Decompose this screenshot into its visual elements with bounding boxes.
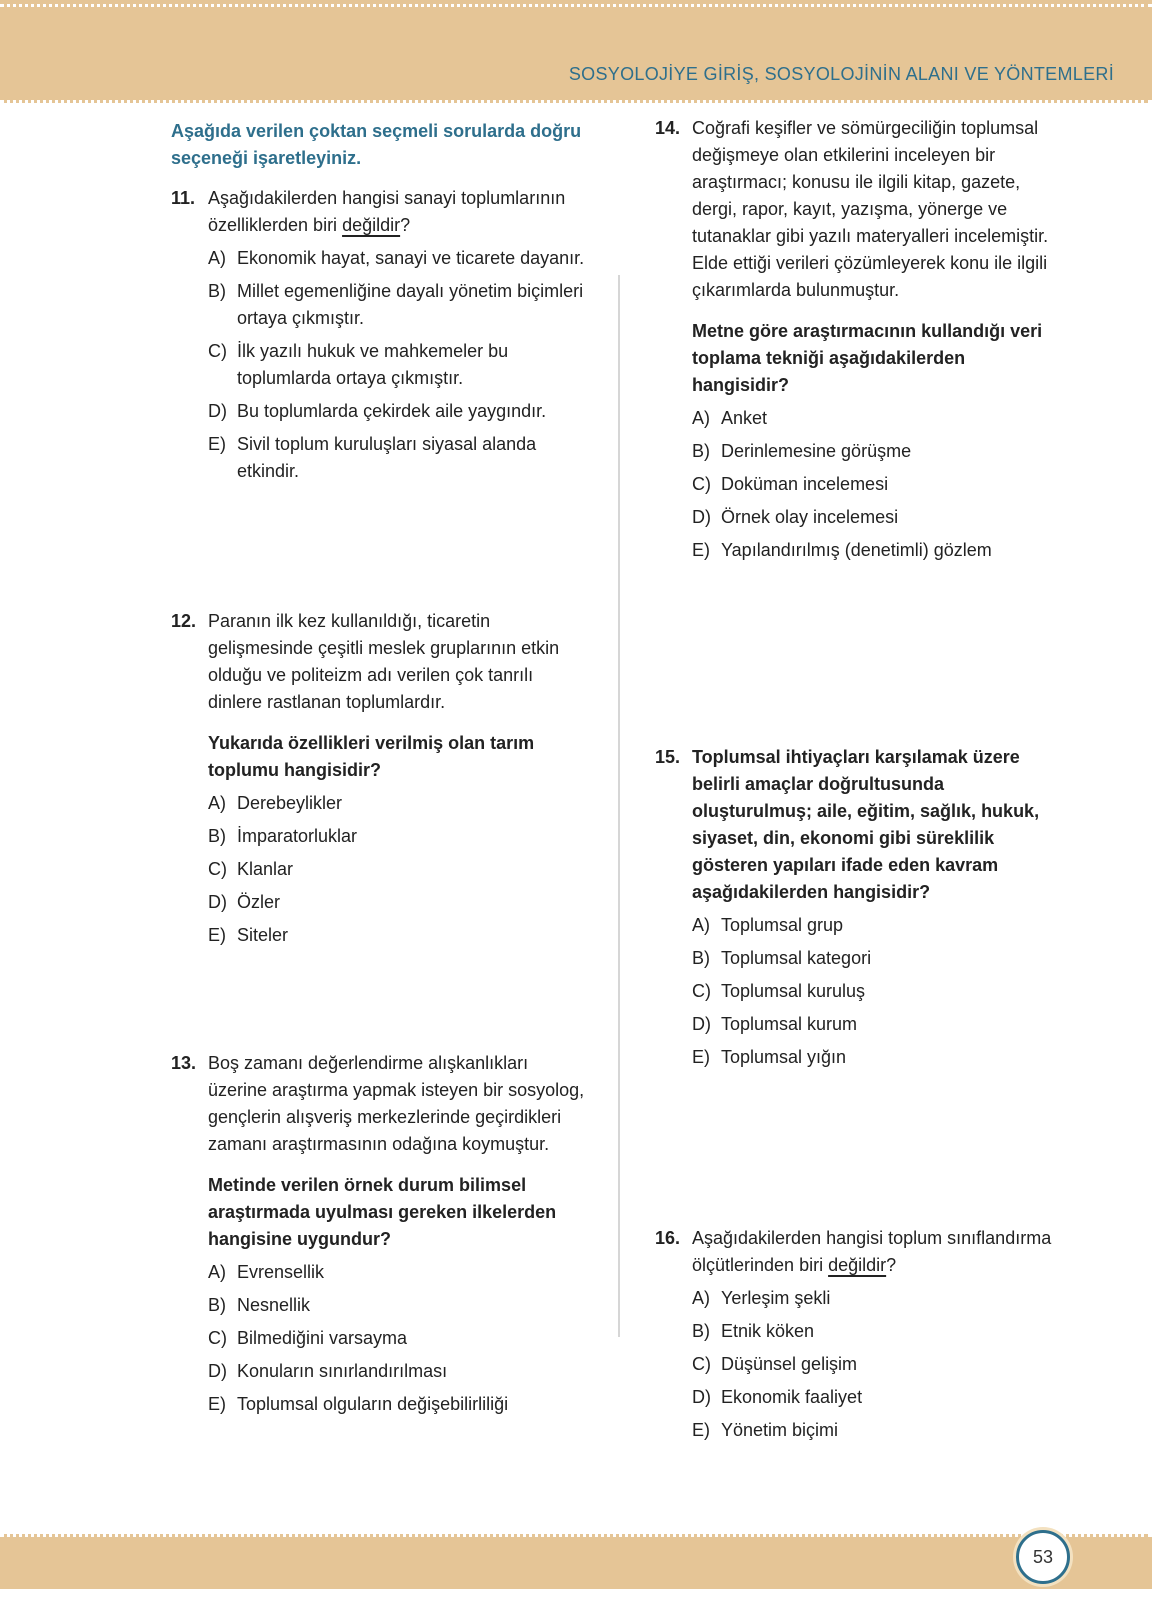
option-text: Konuların sınırlandırılması bbox=[237, 1361, 448, 1381]
question-stem: Aşağıdakilerden hangisi sanayi toplumlarının özelliklerden biri değildir? bbox=[208, 188, 566, 235]
answer-option bbox=[208, 245, 591, 272]
answer-option bbox=[208, 1391, 591, 1418]
option-letter: E) bbox=[692, 1047, 710, 1067]
answer-option bbox=[208, 823, 591, 850]
option-letter: E) bbox=[692, 540, 710, 560]
answer-option bbox=[692, 1285, 1055, 1312]
answer-option bbox=[692, 978, 1055, 1005]
answer-option bbox=[692, 945, 1055, 972]
option-text: Klanlar bbox=[237, 859, 294, 879]
options-list bbox=[208, 1259, 591, 1418]
options-list bbox=[692, 405, 1055, 564]
options-list bbox=[208, 245, 591, 485]
option-text: Millet egemenliğine dayalı yönetim biçimleri ortaya çıkmıştır. bbox=[237, 281, 584, 328]
answer-option bbox=[208, 338, 591, 392]
answer-option bbox=[208, 1259, 591, 1286]
question-16 bbox=[655, 1225, 1055, 1444]
answer-option bbox=[692, 1351, 1055, 1378]
option-letter: A) bbox=[692, 408, 710, 428]
answer-option bbox=[692, 504, 1055, 531]
option-text: Toplumsal kategori bbox=[721, 948, 872, 968]
negation-underline: değildir bbox=[342, 215, 401, 235]
option-text: Düşünsel gelişim bbox=[721, 1354, 858, 1374]
option-letter: B) bbox=[208, 281, 226, 301]
option-text: Toplumsal kurum bbox=[721, 1014, 858, 1034]
question-15 bbox=[655, 744, 1055, 1071]
question-number: 16. bbox=[655, 1228, 681, 1248]
question-number: 13. bbox=[171, 1053, 197, 1073]
option-letter: C) bbox=[208, 1328, 227, 1348]
answer-option bbox=[692, 537, 1055, 564]
options-list bbox=[692, 912, 1055, 1071]
negation-underline: değildir bbox=[828, 1255, 887, 1275]
option-letter: A) bbox=[208, 248, 226, 268]
answer-option bbox=[692, 405, 1055, 432]
option-letter: A) bbox=[692, 1288, 710, 1308]
option-letter: C) bbox=[208, 341, 227, 361]
option-text: Anket bbox=[721, 408, 768, 428]
option-text: Siteler bbox=[237, 925, 289, 945]
option-text: Derinlemesine görüşme bbox=[721, 441, 912, 461]
option-letter: B) bbox=[692, 1321, 710, 1341]
option-letter: D) bbox=[692, 507, 711, 527]
option-text: Yapılandırılmış (denetimli) gözlem bbox=[721, 540, 992, 560]
option-letter: C) bbox=[208, 859, 227, 879]
option-letter: D) bbox=[208, 401, 227, 421]
option-letter: B) bbox=[208, 826, 226, 846]
question-stem: Metne göre araştırmacının kullandığı veri toplama tekniği aşağıdakilerden hangisidir? bbox=[692, 321, 1043, 395]
answer-option bbox=[692, 1011, 1055, 1038]
question-11 bbox=[171, 185, 591, 485]
option-text: Toplumsal kuruluş bbox=[721, 981, 866, 1001]
option-text: Özler bbox=[237, 892, 281, 912]
option-letter: D) bbox=[208, 892, 227, 912]
answer-option bbox=[208, 790, 591, 817]
option-text: Örnek olay incelemesi bbox=[721, 507, 899, 527]
answer-option bbox=[692, 1384, 1055, 1411]
option-letter: E) bbox=[692, 1420, 710, 1440]
option-letter: D) bbox=[692, 1387, 711, 1407]
option-text: Ekonomik hayat, sanayi ve ticarete dayanır. bbox=[237, 248, 585, 268]
options-list bbox=[208, 790, 591, 949]
option-text: İlk yazılı hukuk ve mahkemeler bu toplumlarda ortaya çıkmıştır. bbox=[237, 341, 509, 388]
option-text: Ekonomik faaliyet bbox=[721, 1387, 863, 1407]
option-letter: A) bbox=[208, 793, 226, 813]
option-letter: B) bbox=[692, 948, 710, 968]
option-text: Doküman incelemesi bbox=[721, 474, 889, 494]
option-text: Toplumsal olguların değişebilirliliği bbox=[237, 1394, 509, 1414]
question-stem: Yukarıda özellikleri verilmiş olan tarım toplumu hangisidir? bbox=[208, 733, 535, 780]
question-13 bbox=[171, 1050, 591, 1418]
option-text: Evrensellik bbox=[237, 1262, 325, 1282]
option-letter: A) bbox=[692, 915, 710, 935]
answer-option bbox=[692, 912, 1055, 939]
question-number: 12. bbox=[171, 611, 197, 631]
instructions: Aşağıda verilen çoktan seçmeli sorularda doğru seçeneği işaretleyiniz. bbox=[171, 121, 582, 168]
answer-option bbox=[692, 471, 1055, 498]
answer-option bbox=[208, 922, 591, 949]
answer-option bbox=[208, 889, 591, 916]
question-12 bbox=[171, 608, 591, 949]
answer-option bbox=[208, 1358, 591, 1385]
question-passage: Paranın ilk kez kullanıldığı, ticaretin gelişmesinde çeşitli meslek gruplarının etkin olduğu ve politeizm adı verilen çok tanrılı dinlere rastlanan toplumlardır. bbox=[208, 611, 560, 712]
option-text: Derebeylikler bbox=[237, 793, 343, 813]
column-divider bbox=[618, 275, 620, 1337]
question-passage: Coğrafi keşifler ve sömürgeciliğin toplumsal değişmeye olan etkilerini inceleyen bir araştırmacı; konusu ile ilgili kitap, gazete, dergi, rapor, kayıt, yazışma, yönerge ve tutanaklar gibi yazılı materyalleri incelemiştir. Elde ettiği verileri çözümleyerek konu ile ilgili çıkarımlarda bulunmuştur. bbox=[692, 118, 1049, 300]
answer-option bbox=[692, 438, 1055, 465]
option-text: Toplumsal grup bbox=[721, 915, 844, 935]
answer-option bbox=[208, 431, 591, 485]
option-text: Sivil toplum kuruluşları siyasal alanda etkindir. bbox=[237, 434, 537, 481]
top-decorative-band bbox=[0, 0, 1152, 103]
question-number: 11. bbox=[171, 188, 196, 208]
question-14 bbox=[655, 115, 1055, 564]
chapter-title: SOSYOLOJİYE GİRİŞ, SOSYOLOJİNİN ALANI VE YÖNTEMLERİ bbox=[568, 64, 1114, 84]
option-letter: C) bbox=[692, 1354, 711, 1374]
answer-option bbox=[208, 398, 591, 425]
option-text: Bu toplumlarda çekirdek aile yaygındır. bbox=[237, 401, 547, 421]
option-letter: E) bbox=[208, 1394, 226, 1414]
answer-option bbox=[208, 278, 591, 332]
option-letter: B) bbox=[208, 1295, 226, 1315]
answer-option bbox=[208, 856, 591, 883]
option-letter: C) bbox=[692, 474, 711, 494]
option-text: Toplumsal yığın bbox=[721, 1047, 847, 1067]
option-letter: E) bbox=[208, 434, 226, 454]
option-letter: D) bbox=[208, 1361, 227, 1381]
bottom-decorative-band bbox=[0, 1534, 1152, 1589]
question-stem: Aşağıdakilerden hangisi toplum sınıflandırma ölçütlerinden biri değildir? bbox=[692, 1228, 1052, 1275]
option-text: Yerleşim şekli bbox=[721, 1288, 831, 1308]
option-letter: D) bbox=[692, 1014, 711, 1034]
question-stem: Toplumsal ihtiyaçları karşılamak üzere belirli amaçlar doğrultusunda oluşturulmuş; aile, eğitim, sağlık, hukuk, siyaset, din, ekonomi gibi süreklilik gösteren yapıları ifade eden kavram aşağıdakilerden hangisidir? bbox=[692, 747, 1040, 902]
option-text: Etnik köken bbox=[721, 1321, 815, 1341]
answer-option bbox=[208, 1292, 591, 1319]
option-letter: C) bbox=[692, 981, 711, 1001]
option-letter: E) bbox=[208, 925, 226, 945]
answer-option bbox=[692, 1417, 1055, 1444]
option-letter: A) bbox=[208, 1262, 226, 1282]
option-text: İmparatorluklar bbox=[237, 826, 358, 846]
answer-option bbox=[692, 1318, 1055, 1345]
answer-option bbox=[692, 1044, 1055, 1071]
options-list bbox=[692, 1285, 1055, 1444]
question-passage: Boş zamanı değerlendirme alışkanlıkları üzerine araştırma yapmak isteyen bir sosyolog, gençlerin alışveriş merkezlerinde geçirdikleri zamanı araştırmasının odağına koymuştur. bbox=[208, 1053, 585, 1154]
question-number: 15. bbox=[655, 747, 681, 767]
option-text: Bilmediğini varsayma bbox=[237, 1328, 408, 1348]
option-text: Nesnellik bbox=[237, 1295, 311, 1315]
option-text: Yönetim biçimi bbox=[721, 1420, 839, 1440]
option-letter: B) bbox=[692, 441, 710, 461]
answer-option bbox=[208, 1325, 591, 1352]
question-stem: Metinde verilen örnek durum bilimsel araştırmada uyulması gereken ilkelerden hangisine uygundur? bbox=[208, 1175, 557, 1249]
question-number: 14. bbox=[655, 118, 681, 138]
page-number-badge: 53 bbox=[1016, 1530, 1070, 1584]
